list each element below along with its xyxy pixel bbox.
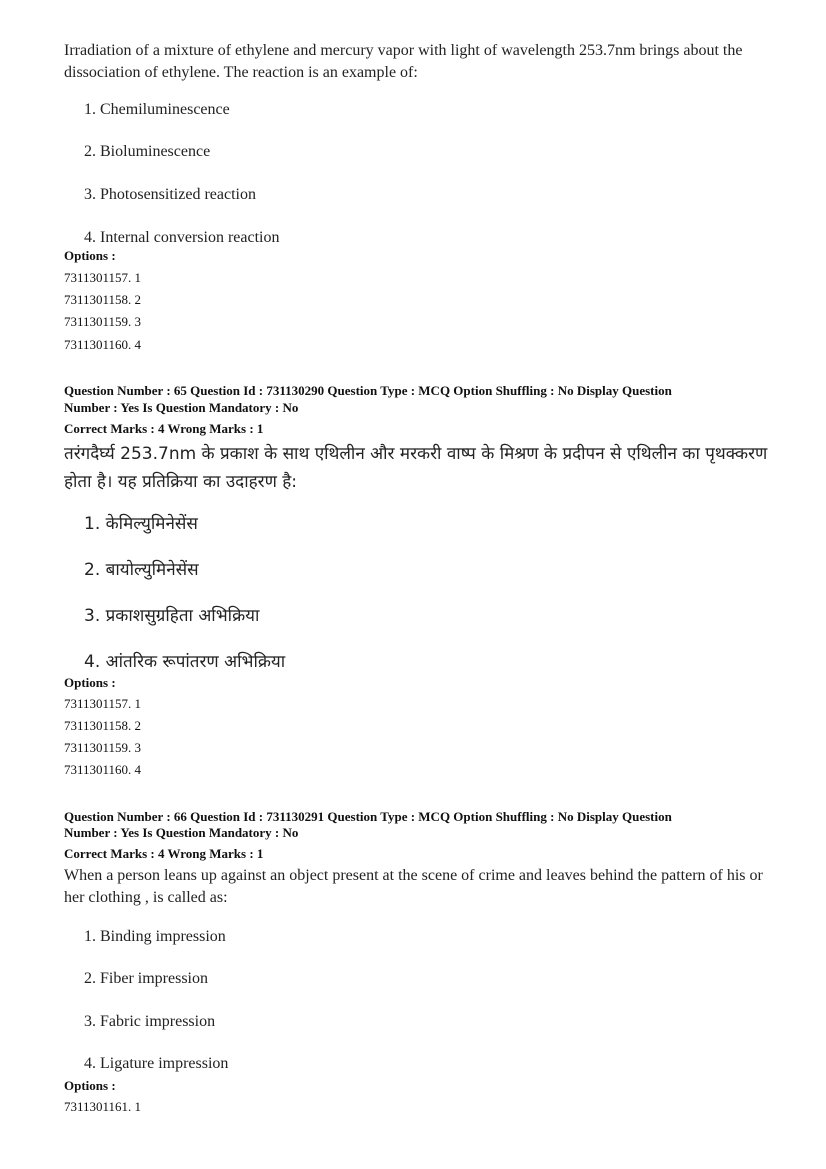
question-65-option-id-3: 7311301159. 3 — [64, 740, 142, 755]
question-65-choice-3: 3. प्रकाशसुग्रहिता अभिक्रिया — [84, 606, 260, 626]
question-65-text-hindi: तरंगदैर्घ्य 253.7nm के प्रकाश के साथ एथिलीन और मरकरी वाष्प के मिश्रण के प्रदीपन से एथिलीन का पृथक्करण होता है। यह प्रतिक्रिया का उदाहरण है: — [64, 444, 768, 492]
question-65-meta-line-1: Question Number : 65 Question Id : 731130290 Question Type : MCQ Option Shuffling : No Display Question — [64, 383, 672, 398]
question-64-choice-3: 3. Photosensitized reaction — [84, 186, 256, 203]
question-64-choice-2: 2. Bioluminescence — [84, 143, 211, 160]
question-65-option-id-2: 7311301158. 2 — [64, 718, 142, 733]
question-65-option-id-4: 7311301160. 4 — [64, 762, 142, 777]
question-66-meta-line-2: Number : Yes Is Question Mandatory : No — [64, 825, 299, 840]
question-65-choice-2: 2. बायोल्युमिनेसेंस — [84, 560, 199, 580]
question-66-choice-3: 3. Fabric impression — [84, 1013, 216, 1030]
question-65-options-label: Options : — [64, 675, 116, 690]
question-66-choice-4: 4. Ligature impression — [84, 1055, 229, 1072]
question-64-choice-1: 1. Chemiluminescence — [84, 101, 230, 118]
question-65-meta-line-2: Number : Yes Is Question Mandatory : No — [64, 400, 299, 415]
question-64-choice-4: 4. Internal conversion reaction — [84, 229, 280, 246]
question-66-choice-2: 2. Fiber impression — [84, 970, 208, 987]
question-64-option-id-4: 7311301160. 4 — [64, 337, 142, 352]
question-66-option-id-1: 7311301161. 1 — [64, 1099, 142, 1114]
question-64-options-label: Options : — [64, 248, 116, 263]
question-66-meta-line-1: Question Number : 66 Question Id : 731130291 Question Type : MCQ Option Shuffling : No Display Question — [64, 809, 672, 824]
question-65-choice-4: 4. आंतरिक रूपांतरण अभिक्रिया — [84, 652, 286, 672]
question-64-option-id-1: 7311301157. 1 — [64, 270, 142, 285]
question-64-option-id-2: 7311301158. 2 — [64, 292, 142, 307]
question-64-text: Irradiation of a mixture of ethylene and mercury vapor with light of wavelength 253.7nm brings about the dissociation of ethylene. The reaction is an example of: — [64, 42, 743, 81]
question-65-choice-1: 1. केमिल्युमिनेसेंस — [84, 514, 198, 534]
question-66-text: When a person leans up against an object present at the scene of crime and leaves behind the pattern of his or her clothing , is called as: — [64, 867, 763, 906]
question-66-marks: Correct Marks : 4 Wrong Marks : 1 — [64, 846, 264, 861]
question-66-options-label: Options : — [64, 1078, 116, 1093]
question-65-option-id-1: 7311301157. 1 — [64, 696, 142, 711]
question-66-choice-1: 1. Binding impression — [84, 928, 226, 945]
question-65-marks: Correct Marks : 4 Wrong Marks : 1 — [64, 421, 264, 436]
question-64-option-id-3: 7311301159. 3 — [64, 314, 142, 329]
